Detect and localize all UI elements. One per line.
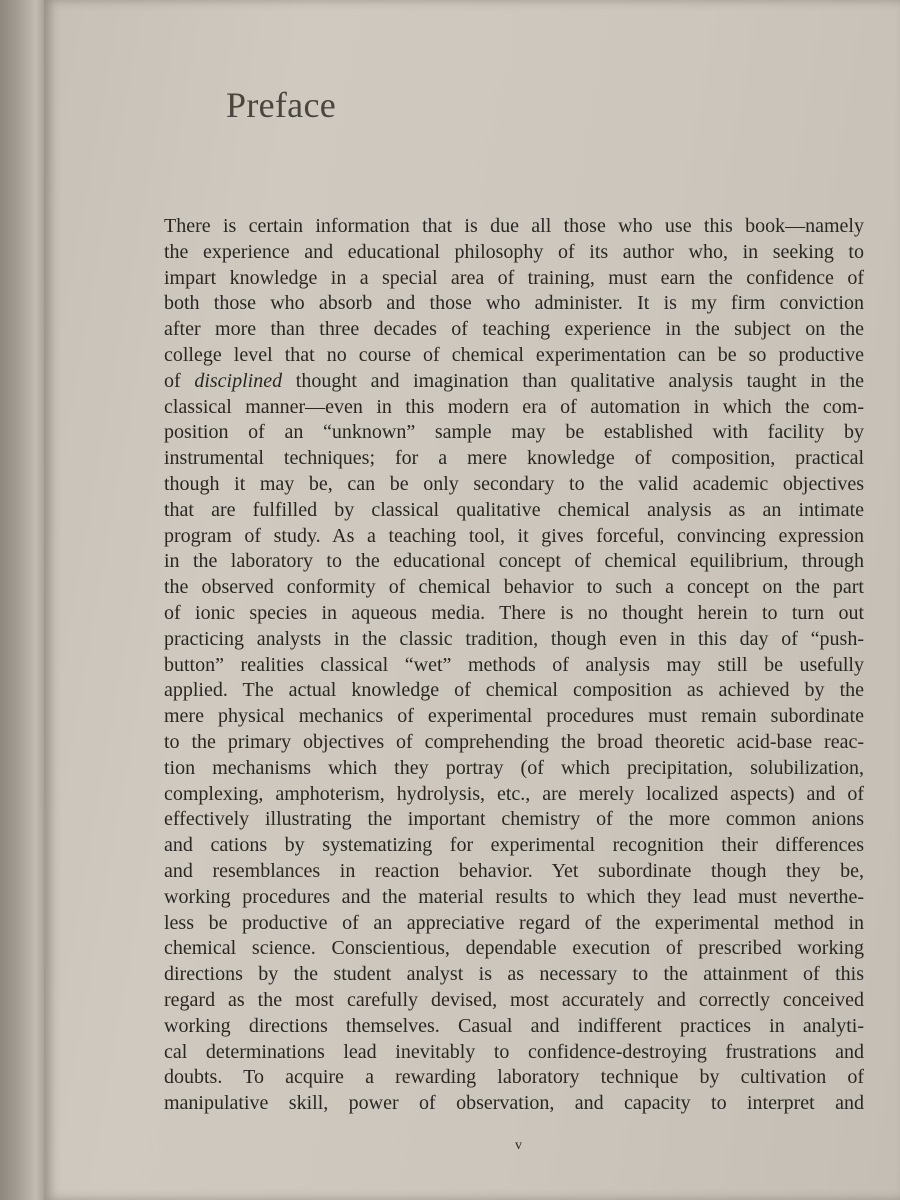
text-line: position of an “unknown” sample may be established with facility by (164, 421, 864, 444)
text-line: the observed conformity of chemical behavior to such a concept on the part (164, 576, 864, 599)
text-line: practicing analysts in the classic tradition, though even in this day of “push- (164, 627, 864, 650)
text-line: effectively illustrating the important chemistry of the more common anions (164, 808, 864, 831)
text-line: of ionic species in aqueous media. There is no thought herein to turn out (164, 601, 864, 624)
text-line: classical manner—even in this modern era of automation in which the com- (164, 395, 864, 418)
text-line: working procedures and the material results to which they lead must neverthe- (164, 885, 864, 908)
text-line: both those who absorb and those who administer. It is my firm conviction (164, 292, 864, 315)
text-line: and resemblances in reaction behavior. Yet subordinate though they be, (164, 859, 864, 882)
text-line: working directions themselves. Casual and indifferent practices in analyti- (164, 1014, 864, 1037)
text-line: less be productive of an appreciative regard of the experimental method in (164, 911, 864, 934)
text-line: of disciplined thought and imagination than qualitative analysis taught in the (164, 369, 864, 392)
text-line: cal determinations lead inevitably to confidence-destroying frustrations and (164, 1040, 864, 1063)
text-line: program of study. As a teaching tool, it gives forceful, convincing expression (164, 524, 864, 547)
text-line: regard as the most carefully devised, most accurately and correctly conceived (164, 988, 864, 1011)
text-line: impart knowledge in a special area of training, must earn the confidence of (164, 266, 864, 289)
text-line: though it may be, can be only secondary to the valid academic objectives (164, 472, 864, 495)
text-line: instrumental techniques; for a mere knowledge of composition, practical (164, 447, 864, 470)
text-line: and cations by systematizing for experimental recognition their differences (164, 834, 864, 857)
text-line: college level that no course of chemical experimentation can be so productive (164, 343, 864, 366)
text-line: to the primary objectives of comprehending the broad theoretic acid-base reac- (164, 730, 864, 753)
text-line: mere physical mechanics of experimental procedures must remain subordinate (164, 705, 864, 728)
text-line: There is certain information that is due all those who use this book—namely (164, 215, 864, 237)
text-line: manipulative skill, power of observation, and capacity to interpret and (164, 1092, 864, 1115)
text-line: in the laboratory to the educational concept of chemical equilibrium, through (164, 550, 864, 573)
text-line: chemical science. Conscientious, dependable execution of prescribed working (164, 937, 864, 960)
text-line: applied. The actual knowledge of chemical composition as achieved by the (164, 679, 864, 702)
book-page (44, 0, 900, 1200)
book-spine-shadow (0, 0, 48, 1200)
text-line: doubts. To acquire a rewarding laboratory technique by cultivation of (164, 1066, 864, 1089)
text-line: button” realities classical “wet” methods of analysis may still be usefully (164, 653, 864, 676)
text-line: the experience and educational philosophy of its author who, in seeking to (164, 240, 864, 263)
page-title: Preface (226, 85, 337, 125)
page-number: v (515, 1138, 522, 1153)
text-line: complexing, amphoterism, hydrolysis, etc., are merely localized aspects) and of (164, 782, 864, 805)
text-line: after more than three decades of teaching experience in the subject on the (164, 318, 864, 341)
text-line: tion mechanisms which they portray (of which precipitation, solubilization, (164, 756, 864, 779)
text-line: directions by the student analyst is as necessary to the attainment of this (164, 963, 864, 986)
preface-body (164, 214, 864, 1117)
text-line: that are fulfilled by classical qualitative chemical analysis as an intimate (164, 498, 864, 521)
